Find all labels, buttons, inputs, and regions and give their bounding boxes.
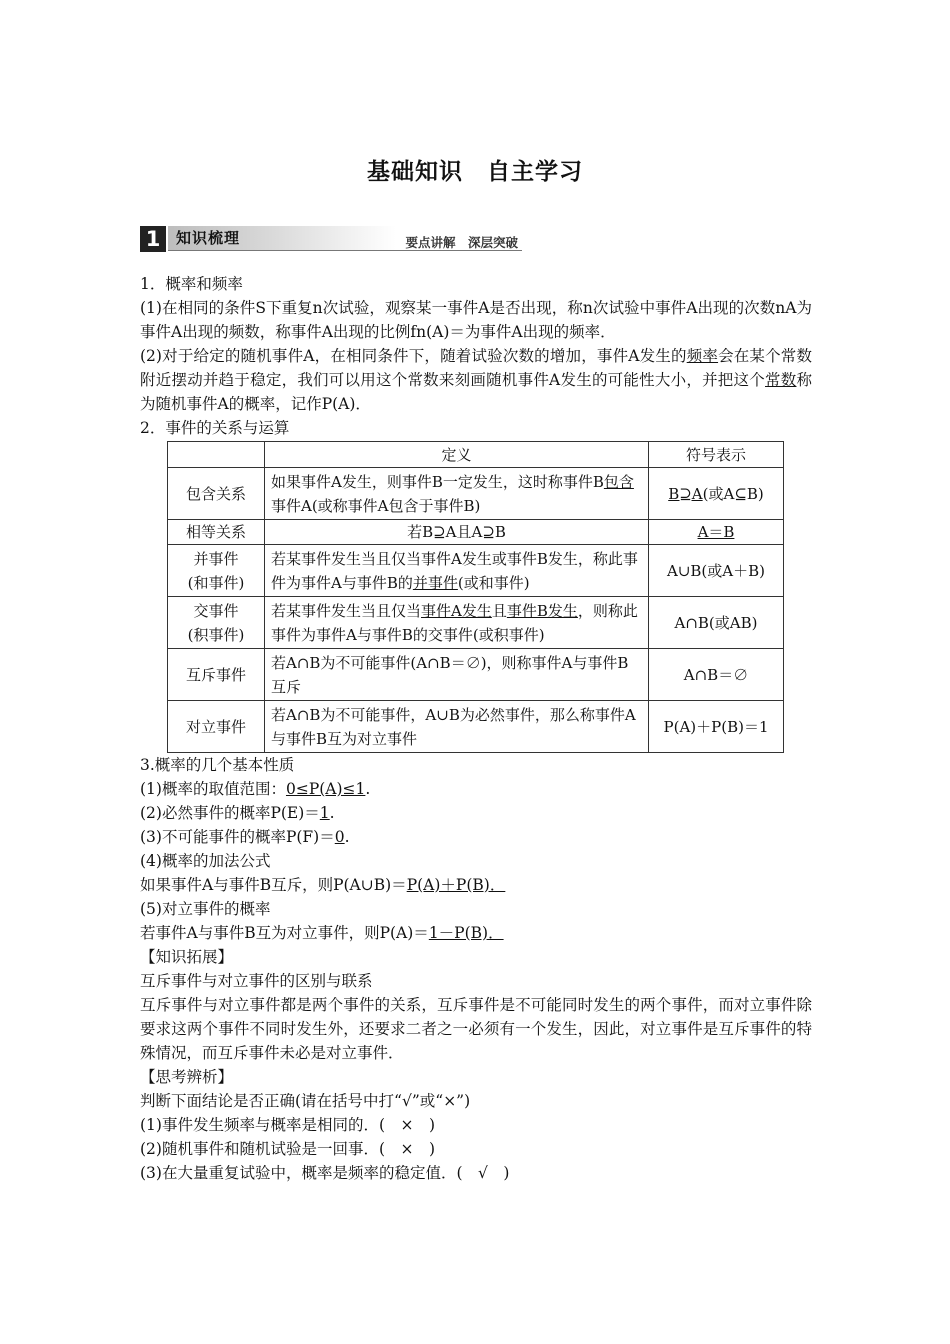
- text: .: [344, 828, 350, 846]
- blank-answer: 事件B发生: [506, 601, 578, 620]
- table-header-cell: 定义: [265, 442, 649, 468]
- table-row: [168, 597, 784, 649]
- table-header-row: [168, 442, 784, 468]
- blank-answer: 0: [334, 828, 345, 846]
- relation-name: [168, 545, 265, 597]
- extension-paragraph: 互斥事件与对立事件都是两个事件的关系，互斥事件是不可能同时发生的两个事件，而对立事件除要求这两个事件不同时发生外，还要求二者之一必须有一个发生，因此，对立事件是互斥事件的特殊情况，而互斥事件未必是对立事件．: [140, 996, 812, 1062]
- paragraph-probability-definition: [140, 344, 812, 416]
- heading-event-relations: 2．事件的关系与运算: [140, 419, 290, 437]
- blank-answer: A＝B: [697, 523, 735, 541]
- property-line: [140, 825, 812, 849]
- table-row: [168, 545, 784, 597]
- text: 事件A(或称事件A包含于事件B): [271, 496, 481, 515]
- page-title: 基础知识 自主学习: [367, 159, 583, 185]
- relation-name: 包含关系: [168, 468, 265, 520]
- text: ，则称此事件为事件A与事件B的交事件(或积事件): [271, 601, 638, 644]
- judgement-item: (1)事件发生频率与概率是相同的．( × ): [140, 1116, 436, 1134]
- text: 会在某个常数附近摆动并趋于稳定，我们可以用这个常数来刻画随机事件A发生的可能性大小，并把这个: [140, 347, 812, 389]
- judgement-item: (2)随机事件和随机试验是一回事．( × ): [140, 1140, 436, 1158]
- text: 称为随机事件A的概率，记作P(A)．: [140, 371, 812, 413]
- text: (3)不可能事件的概率P(F)＝: [140, 828, 335, 846]
- heading-basic-properties: 3.概率的几个基本性质: [140, 756, 295, 774]
- text: .: [365, 780, 371, 798]
- relation-definition: 若A∩B为不可能事件，A∪B为必然事件，那么称事件A与事件B互为对立事件: [265, 701, 649, 753]
- text: (或A⊆B): [702, 484, 764, 503]
- blank-answer: 常数: [765, 371, 797, 389]
- relation-definition: 若A∩B为不可能事件(A∩B＝∅)，则称事件A与事件B互斥: [265, 649, 649, 701]
- relation-name: 对立事件: [168, 701, 265, 753]
- heading-thinking: 【思考辨析】: [140, 1068, 234, 1086]
- blank-answer: 0≤P(A)≤1: [285, 780, 366, 798]
- text: 并事件: [193, 549, 239, 568]
- blank-answer: 1: [319, 804, 330, 822]
- blank-answer: P(A)＋P(B)．: [406, 876, 506, 894]
- relation-definition: [265, 597, 649, 649]
- property-line: [140, 801, 812, 825]
- section-label: 知识梳理: [176, 229, 241, 247]
- text: (积事件): [187, 625, 245, 644]
- relation-definition: [265, 545, 649, 597]
- table-header-cell: [168, 442, 265, 468]
- text: 若某事件发生当且仅当: [271, 601, 422, 620]
- blank-answer: B⊇A: [668, 484, 703, 503]
- section-subtitle: 要点讲解 深层突破: [405, 235, 518, 250]
- text: 如果事件A发生，则事件B一定发生，这时称事件B: [271, 472, 604, 491]
- blank-answer: 1－P(B)．: [428, 924, 504, 942]
- extension-subtitle: 互斥事件与对立事件的区别与联系: [140, 972, 373, 990]
- text: (或和事件): [457, 573, 530, 592]
- blank-answer: 频率: [686, 347, 719, 365]
- section-number: 1: [140, 226, 166, 252]
- property-line: [140, 873, 812, 897]
- heading-knowledge-extension: 【知识拓展】: [140, 948, 234, 966]
- blank-answer: 事件A发生: [421, 601, 492, 620]
- text: 且: [491, 601, 507, 620]
- relation-name: 互斥事件: [168, 649, 265, 701]
- text: (2)对于给定的随机事件A，在相同条件下，随着试验次数的增加，事件A发生的: [140, 347, 687, 365]
- relation-symbol: A∩B＝∅: [649, 649, 784, 701]
- heading-probability-frequency: 1．概率和频率: [140, 275, 243, 293]
- relation-name: 相等关系: [168, 520, 265, 545]
- text: .: [329, 804, 335, 822]
- table-row: [168, 468, 784, 520]
- section-banner: [140, 226, 522, 252]
- text: (1)概率的取值范围：: [140, 780, 286, 798]
- property-line: [140, 921, 812, 945]
- table-header-cell: 符号表示: [649, 442, 784, 468]
- paragraph-frequency-definition: (1)在相同的条件S下重复n次试验，观察某一事件A是否出现，称n次试验中事件A出现的次数nA为事件A出现的频数，称事件A出现的比例fn(A)＝为事件A出现的频率．: [140, 299, 812, 341]
- content: [140, 272, 812, 1185]
- property-line: (5)对立事件的概率: [140, 900, 271, 918]
- blank-answer: 包含: [603, 472, 634, 491]
- thinking-intro: 判断下面结论是否正确(请在括号中打“√”或“×”): [140, 1092, 471, 1110]
- relation-symbol: P(A)＋P(B)＝1: [649, 701, 784, 753]
- relation-symbol: A∪B(或A＋B): [649, 545, 784, 597]
- text: 交事件: [193, 601, 239, 620]
- property-line: (4)概率的加法公式: [140, 852, 271, 870]
- table-row: [168, 649, 784, 701]
- relation-symbol: [649, 468, 784, 520]
- text: 若某事件发生当且仅当事件A发生或事件B发生，称此事件为事件A与事件B的: [271, 549, 638, 592]
- property-line: [140, 777, 812, 801]
- relation-definition: [265, 468, 649, 520]
- relation-symbol: A∩B(或AB): [649, 597, 784, 649]
- text: (和事件): [187, 573, 245, 592]
- blank-answer: 并事件: [412, 573, 458, 592]
- judgement-item: (3)在大量重复试验中，概率是频率的稳定值．( √ ): [140, 1164, 510, 1182]
- relation-name: [168, 597, 265, 649]
- text: 如果事件A与事件B互斥，则P(A∪B)＝: [140, 876, 407, 894]
- table-row: [168, 701, 784, 753]
- text: (2)必然事件的概率P(E)＝: [140, 804, 320, 822]
- text: 若事件A与事件B互为对立事件，则P(A)＝: [140, 924, 429, 942]
- table-row: [168, 520, 784, 545]
- relation-symbol: [649, 520, 784, 545]
- event-relations-table: [167, 441, 784, 753]
- relation-definition: 若B⊇A且A⊇B: [265, 520, 649, 545]
